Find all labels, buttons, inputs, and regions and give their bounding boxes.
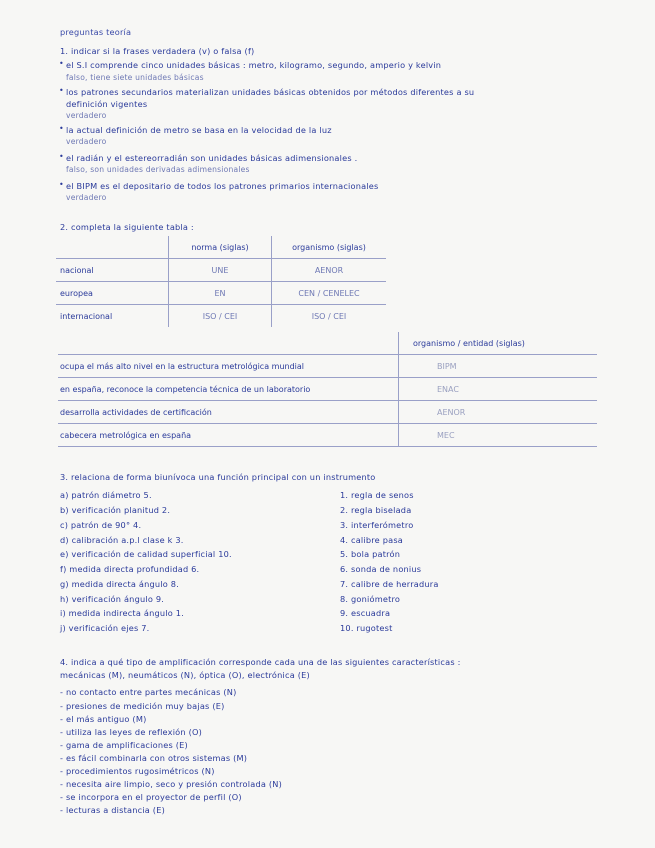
q1-answer-4: falso, son unidades derivadas adimensionales xyxy=(66,165,250,174)
q3-right-item: 8. goniómetro xyxy=(340,594,401,604)
cell-organismo: AENOR xyxy=(272,259,387,282)
q1-statement-5: el BIPM es el depositario de todos los patrones primarios internacionales xyxy=(66,181,379,191)
entities-table xyxy=(58,332,597,447)
bullet-icon: • xyxy=(59,124,64,133)
q1-statement-4: el radián y el estereorradián son unidades básicas adimensionales . xyxy=(66,153,358,163)
q4-item-text: necesita aire limpio, seco y presión controlada (N) xyxy=(65,779,282,789)
q3-right-item: 4. calibre pasa xyxy=(340,535,404,545)
table-header-empty xyxy=(58,332,399,355)
q4-item-text: gama de amplificaciones (E) xyxy=(65,740,188,750)
q3-left-item: e) verificación de calidad superficial 10. xyxy=(60,549,232,559)
bullet-icon: • xyxy=(59,180,64,189)
q4-item: - necesita aire limpio, seco y presión controlada (N) xyxy=(60,779,282,789)
q1-statement-2: los patrones secundarios materializan unidades básicas obtenidos por métodos diferentes a su xyxy=(66,87,475,97)
q3-heading: 3. relaciona de forma biunívoca una función principal con un instrumento xyxy=(60,472,376,482)
cell-value: BIPM xyxy=(399,355,598,378)
q4-item-text: presiones de medición muy bajas (E) xyxy=(65,701,225,711)
q4-item: - es fácil combinarla con otros sistemas (M) xyxy=(60,753,248,763)
table-row xyxy=(56,305,386,328)
q3-right-item: 6. sonda de nonius xyxy=(340,564,422,574)
cell-value: ENAC xyxy=(399,378,598,401)
q4-item-text: no contacto entre partes mecánicas (N) xyxy=(65,687,237,697)
page-title: preguntas teoría xyxy=(60,27,132,37)
q4-item-text: procedimientos rugosimétricos (N) xyxy=(65,766,215,776)
q4-item-text: es fácil combinarla con otros sistemas (M) xyxy=(65,753,248,763)
cell-norma: EN xyxy=(169,282,272,305)
table-header-organismo: organismo / entidad (siglas) xyxy=(399,332,598,355)
q3-left-item: d) calibración a.p.l clase k 3. xyxy=(60,535,184,545)
table-row xyxy=(58,378,597,401)
q1-statement-1: el S.I comprende cinco unidades básicas : metro, kilogramo, segundo, amperio y kelvin xyxy=(66,60,442,70)
q4-heading-cont: mecánicas (M), neumáticos (N), óptica (O), electrónica (E) xyxy=(60,670,310,680)
q4-item: - gama de amplificaciones (E) xyxy=(60,740,188,750)
q4-item: - procedimientos rugosimétricos (N) xyxy=(60,766,215,776)
bullet-icon: • xyxy=(59,152,64,161)
q3-left-item: f) medida directa profundidad 6. xyxy=(60,564,200,574)
q1-heading: 1. indicar si la frases verdadera (v) o falsa (f) xyxy=(60,46,255,56)
q4-item: - utiliza las leyes de reflexión (O) xyxy=(60,727,202,737)
cell-norma: ISO / CEI xyxy=(169,305,272,328)
bullet-icon: • xyxy=(59,86,64,95)
q3-right-item: 2. regla biselada xyxy=(340,505,412,515)
q3-left-item: j) verificación ejes 7. xyxy=(60,623,150,633)
row-label: ocupa el más alto nivel en la estructura metrológica mundial xyxy=(58,355,399,378)
cell-organismo: CEN / CENELEC xyxy=(272,282,387,305)
q3-left-item: b) verificación planitud 2. xyxy=(60,505,171,515)
q3-right-item: 5. bola patrón xyxy=(340,549,401,559)
q4-item: - se incorpora en el proyector de perfil (O) xyxy=(60,792,242,802)
q1-answer-1: falso, tiene siete unidades básicas xyxy=(66,73,204,82)
q3-right-item: 3. interferómetro xyxy=(340,520,414,530)
q4-item-text: el más antiguo (M) xyxy=(65,714,147,724)
cell-norma: UNE xyxy=(169,259,272,282)
row-label: cabecera metrológica en españa xyxy=(58,424,399,447)
q3-right-item: 9. escuadra xyxy=(340,608,391,618)
cell-value: MEC xyxy=(399,424,598,447)
q3-left-item: c) patrón de 90° 4. xyxy=(60,520,142,530)
table-row xyxy=(56,282,386,305)
table-row xyxy=(58,401,597,424)
q3-right-item: 7. calibre de herradura xyxy=(340,579,439,589)
table-row xyxy=(58,355,597,378)
table-header-row xyxy=(56,236,386,259)
row-label: nacional xyxy=(56,259,169,282)
q1-answer-3: verdadero xyxy=(66,137,107,146)
row-label: desarrolla actividades de certificación xyxy=(58,401,399,424)
q4-item: - no contacto entre partes mecánicas (N) xyxy=(60,687,237,697)
table-header-norma: norma (siglas) xyxy=(169,236,272,259)
table-header-organismo: organismo (siglas) xyxy=(272,236,387,259)
table-row xyxy=(58,424,597,447)
cell-organismo: ISO / CEI xyxy=(272,305,387,328)
bullet-icon: • xyxy=(59,59,64,68)
cell-value: AENOR xyxy=(399,401,598,424)
row-label: internacional xyxy=(60,311,113,321)
q1-answer-5: verdadero xyxy=(66,193,107,202)
table-row xyxy=(56,259,386,282)
q4-item: - el más antiguo (M) xyxy=(60,714,147,724)
q3-right-item: 10. rugotest xyxy=(340,623,393,633)
q4-item-text: se incorpora en el proyector de perfil (O) xyxy=(65,792,242,802)
q3-right-item: 1. regla de senos xyxy=(340,490,414,500)
table-header-empty xyxy=(56,236,169,259)
q2-heading: 2. completa la siguiente tabla : xyxy=(60,222,194,232)
standards-table xyxy=(56,236,386,327)
q4-item: - presiones de medición muy bajas (E) xyxy=(60,701,225,711)
row-label: europea xyxy=(56,282,169,305)
table-header-row xyxy=(58,332,597,355)
q4-item-text: utiliza las leyes de reflexión (O) xyxy=(65,727,202,737)
q3-left-item: h) verificación ángulo 9. xyxy=(60,594,165,604)
q4-item-text: lecturas a distancia (E) xyxy=(65,805,165,815)
q1-answer-2: verdadero xyxy=(66,111,107,120)
q3-left-item: a) patrón diámetro 5. xyxy=(60,490,152,500)
q4-heading: 4. indica a qué tipo de amplificación corresponde cada una de las siguientes características : xyxy=(60,657,461,667)
q3-left-item: i) medida indirecta ángulo 1. xyxy=(60,608,184,618)
q4-item: - lecturas a distancia (E) xyxy=(60,805,165,815)
q1-statement-2-cont: definición vigentes xyxy=(66,99,148,109)
q3-left-item: g) medida directa ángulo 8. xyxy=(60,579,180,589)
q1-statement-3: la actual definición de metro se basa en la velocidad de la luz xyxy=(66,125,332,135)
row-label: en españa, reconoce la competencia técnica de un laboratorio xyxy=(58,378,399,401)
